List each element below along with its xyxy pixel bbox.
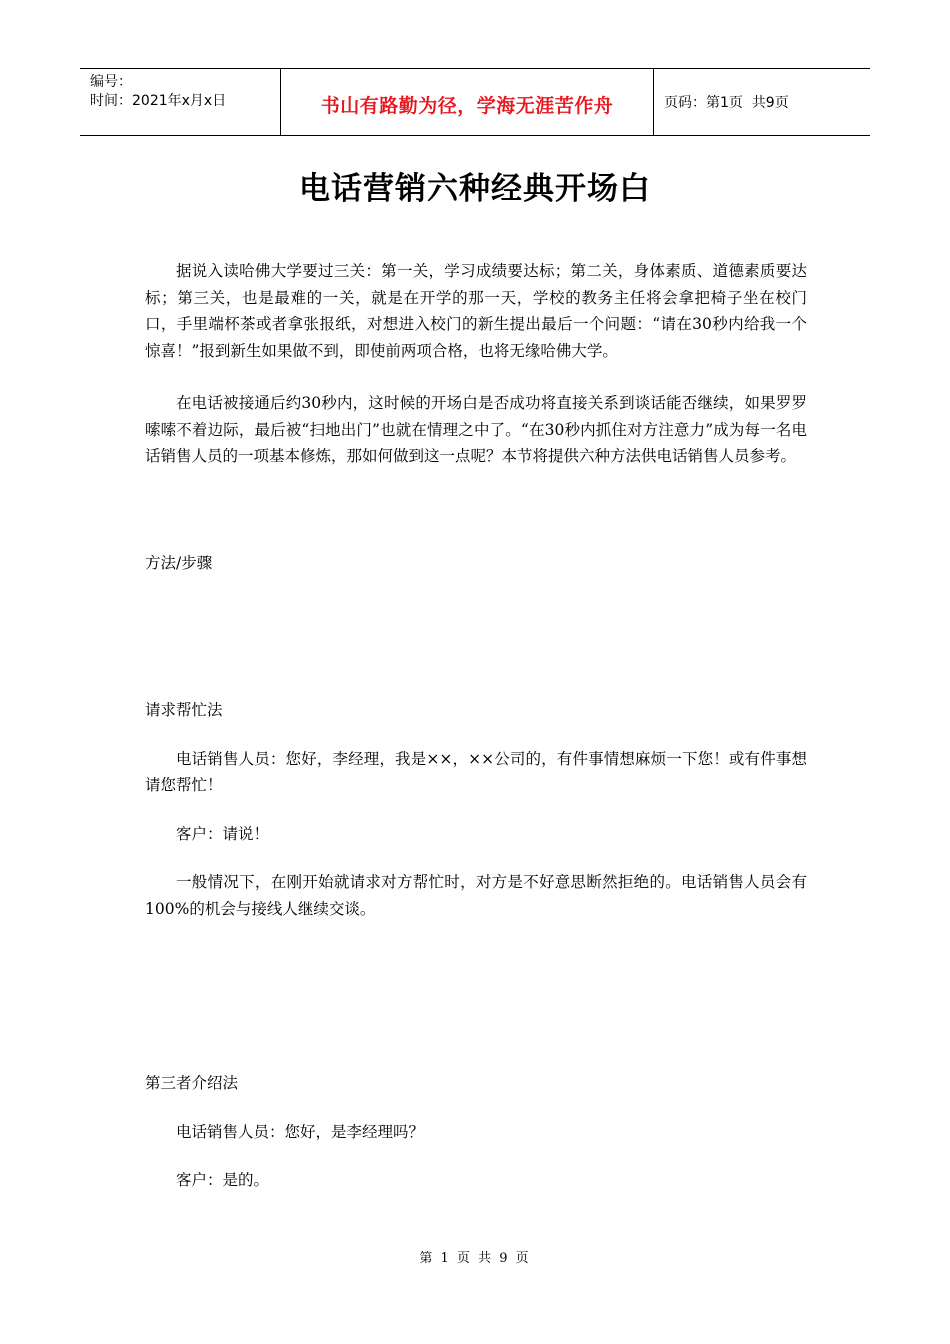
header-page-cell [654, 69, 870, 135]
header-motto: 书山有路勤为径，学海无涯苦作舟 [320, 94, 614, 117]
method-1-dialog-salesperson: 电话销售人员：您好，李经理，我是××，××公司的，有件事情想麻烦一下您！或有件事想请您帮忙！ [145, 749, 807, 794]
method-1-note: 一般情况下，在刚开始就请求对方帮忙时，对方是不好意思断然拒绝的。电话销售人员会有100%的机会与接线人继续交谈。 [145, 873, 807, 918]
method-2-dialog-salesperson: 电话销售人员：您好，是李经理吗？ [176, 1122, 425, 1141]
document-title: 电话营销六种经典开场白 [299, 171, 651, 207]
document-number-label: 编号： [90, 74, 132, 90]
document-header-table [80, 68, 870, 136]
methods-heading: 方法/步骤 [145, 553, 213, 572]
method-1-dialog-customer: 客户：请说！ [176, 824, 270, 843]
method-1-heading: 请求帮忙法 [145, 701, 223, 719]
document-date-label: 时间：2021年x月x日 [90, 93, 227, 109]
method-2-heading: 第三者介绍法 [145, 1074, 239, 1092]
page-footer: 第 1 页 共 9 页 [419, 1251, 531, 1266]
header-motto-cell [281, 69, 654, 135]
intro-paragraph-2: 在电话被接通后约30秒内，这时候的开场白是否成功将直接关系到谈话能否继续，如果罗罗嗦嗦不着边际，最后被“扫地出门”也就在情理之中了。“在30秒内抓住对方注意力”成为每一名电话销售人员的一项基本修炼，那如何做到这一点呢？本节将提供六种方法供电话销售人员参考。 [145, 394, 807, 465]
header-page-info: 页码：第1页 共9页 [664, 95, 789, 111]
document-body [145, 258, 807, 1194]
method-2-dialog-customer: 客户：是的。 [176, 1171, 270, 1189]
intro-paragraph-1: 据说入读哈佛大学要过三关：第一关，学习成绩要达标；第二关，身体素质、道德素质要达标；第三关，也是最难的一关，就是在开学的那一天，学校的教务主任将会拿把椅子坐在校门口，手里端杯茶或者拿张报纸，对想进入校门的新生提出最后一个问题：“请在30秒内给我一个惊喜！”报到新生如果做不到，即使前两项合格，也将无缘哈佛大学。 [145, 262, 807, 360]
header-meta-cell [80, 69, 281, 135]
